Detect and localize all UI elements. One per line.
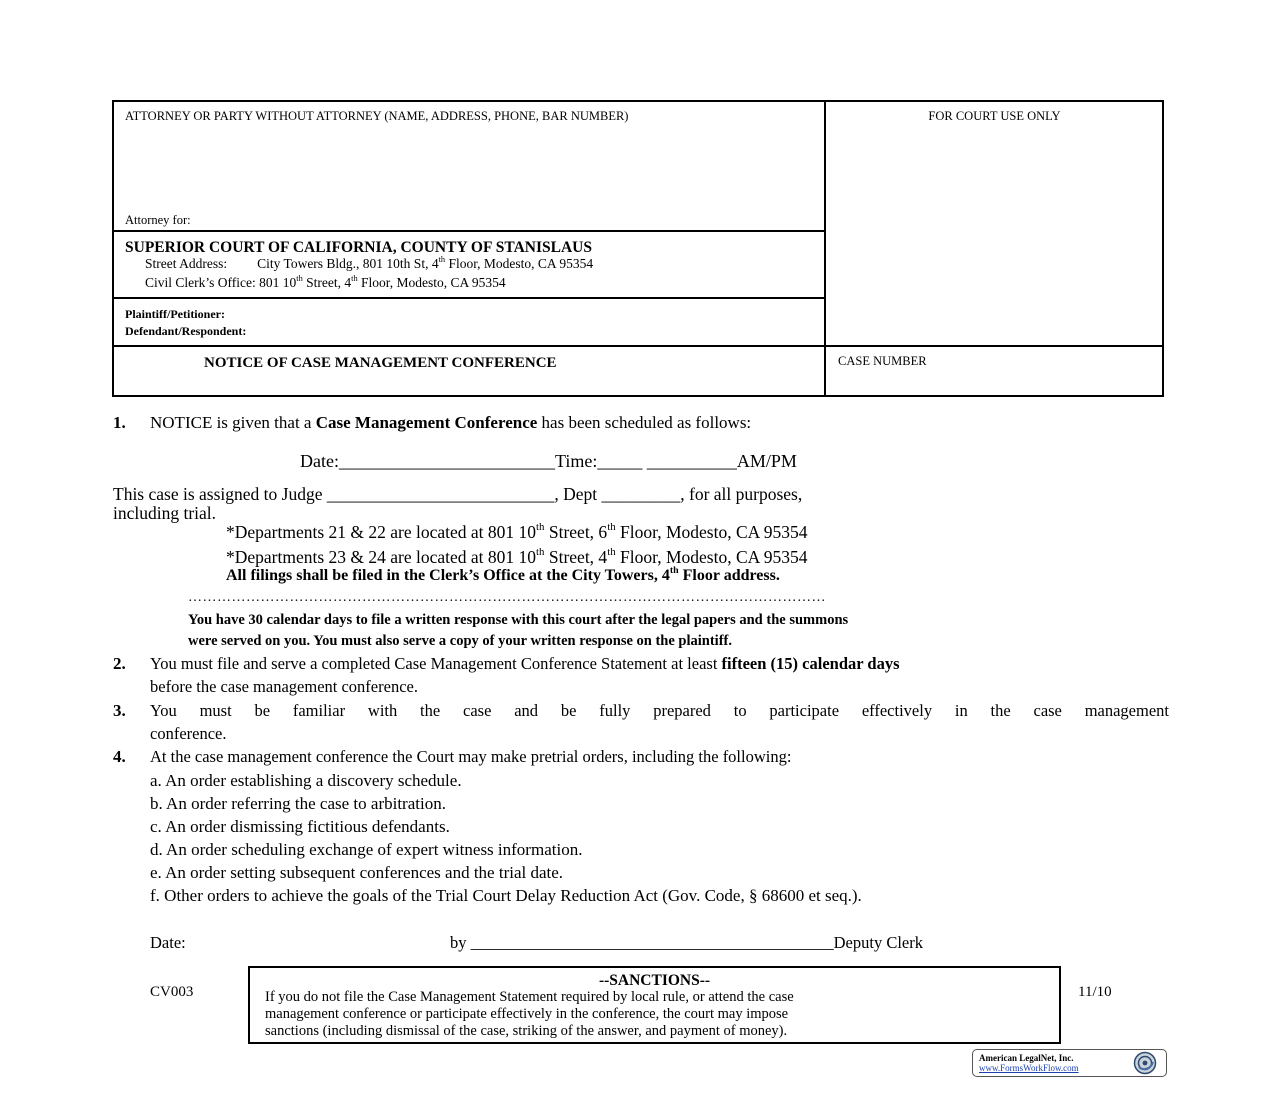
- dept-21-b: Street, 6: [544, 522, 608, 542]
- filings-b: Floor address.: [678, 567, 780, 584]
- logo-globe-icon: [1133, 1051, 1157, 1075]
- judge-line-2: including trial.: [113, 503, 217, 523]
- notice-title: NOTICE OF CASE MANAGEMENT CONFERENCE: [204, 355, 557, 371]
- caption-divider-3: [112, 345, 1164, 347]
- item-1-post: has been scheduled as follows:: [537, 413, 752, 432]
- dept-23-sup1: th: [536, 546, 545, 559]
- item-4-text: At the case management conference the Court may make pretrial orders, including the following:: [150, 747, 792, 766]
- item-1-number: 1.: [113, 413, 126, 432]
- clerk-office-a: 801 10: [255, 275, 297, 290]
- item-4c: c. An order dismissing fictitious defendants.: [150, 817, 450, 836]
- revision-date: 11/10: [1078, 984, 1112, 1000]
- court-use-label: FOR COURT USE ONLY: [928, 109, 1061, 123]
- response-notice-2: were served on you. You must also serve a copy of your written response on the plaintiff.: [188, 633, 732, 649]
- filings-sup: th: [669, 564, 679, 576]
- item-2-line-1: [150, 654, 900, 674]
- sanctions-box: [248, 966, 1061, 1044]
- sanctions-line-2: management conference or participate effectively in the conference, the court may impose: [265, 1006, 789, 1022]
- dept-21-sup2: th: [607, 521, 616, 534]
- logo-url[interactable]: www.FormsWorkFlow.com: [979, 1063, 1079, 1073]
- item-3-line-1: You must be familiar with the case and be fully prepared to participate effectively in the case management: [150, 701, 1169, 720]
- signature-date-label: Date:: [150, 933, 186, 952]
- item-1-bold: Case Management Conference: [315, 413, 538, 432]
- dept-23-sup2: th: [607, 546, 616, 559]
- dept-21-22: [226, 522, 807, 543]
- street-sup: th: [438, 254, 446, 264]
- item-2-bold: fifteen (15) calendar days: [721, 654, 900, 673]
- defendant-label: Defendant/Respondent:: [125, 324, 247, 338]
- item-4f: f. Other orders to achieve the goals of the Trial Court Delay Reduction Act (Gov. Code, § 68600 et seq.).: [150, 886, 862, 905]
- logo-company: American LegalNet, Inc.: [979, 1053, 1074, 1063]
- form-number: CV003: [150, 984, 194, 1000]
- court-name: SUPERIOR COURT OF CALIFORNIA, COUNTY OF STANISLAUS: [125, 239, 592, 256]
- item-1-pre: NOTICE is given that a: [150, 413, 316, 432]
- item-3-line-2: conference.: [150, 724, 227, 743]
- clerk-office-c: Floor, Modesto, CA 95354: [357, 275, 506, 290]
- item-3-number: 3.: [113, 701, 126, 720]
- clerk-sup-2: th: [351, 273, 358, 283]
- judge-line: This case is assigned to Judge __________________________, Dept _________, for all purposes,: [113, 484, 803, 504]
- street-address-value: City Towers Bldg., 801 10th St, 4: [257, 256, 439, 271]
- dept-23-a: *Departments 23 & 24 are located at 801 10: [226, 547, 537, 567]
- clerk-office-b: Street, 4: [302, 275, 352, 290]
- item-4d: d. An order scheduling exchange of expert witness information.: [150, 840, 583, 859]
- attorney-for-label: Attorney for:: [125, 213, 191, 227]
- dept-23-c: Floor, Modesto, CA 95354: [615, 547, 808, 567]
- dept-23-24: [226, 547, 807, 568]
- date-time-line: Date:________________________Time:_____ __________AM/PM: [300, 451, 797, 471]
- item-1-text: [150, 413, 751, 433]
- dept-21-sup1: th: [536, 521, 545, 534]
- sanctions-title: --SANCTIONS--: [598, 972, 711, 989]
- dept-23-b: Street, 4: [544, 547, 608, 567]
- street-address-label: Street Address:: [145, 256, 228, 271]
- signature-by-line: by ____________________________________________Deputy Clerk: [450, 933, 923, 952]
- dept-21-a: *Departments 21 & 22 are located at 801 10: [226, 522, 537, 542]
- sanctions-line-3: sanctions (including dismissal of the case, striking of the answer, and payment of money).: [265, 1023, 788, 1039]
- clerk-office: [145, 275, 506, 291]
- response-notice-1: You have 30 calendar days to file a written response with this court after the legal papers and the summons: [188, 612, 849, 628]
- sanctions-line-1: If you do not file the Case Management Statement required by local rule, or attend the case: [265, 989, 794, 1005]
- street-address: [145, 256, 593, 272]
- american-legalnet-logo[interactable]: [972, 1049, 1167, 1077]
- caption-vertical-divider: [824, 100, 826, 397]
- item-4b: b. An order referring the case to arbitration.: [150, 794, 446, 813]
- attorney-label: ATTORNEY OR PARTY WITHOUT ATTORNEY (NAME, ADDRESS, PHONE, BAR NUMBER): [125, 109, 629, 123]
- clerk-sup-1: th: [296, 273, 303, 283]
- case-number-label: CASE NUMBER: [838, 354, 927, 368]
- dotted-separator: ……………………………………………………………………………………………………………………: [188, 590, 826, 605]
- filings-line: [226, 564, 780, 585]
- item-4-number: 4.: [113, 747, 126, 766]
- dept-21-c: Floor, Modesto, CA 95354: [615, 522, 808, 542]
- item-2-line-2: before the case management conference.: [150, 677, 418, 696]
- caption-divider-1: [112, 230, 825, 232]
- item-2-pre: You must file and serve a completed Case Management Conference Statement at least: [150, 654, 722, 673]
- item-2-number: 2.: [113, 654, 126, 673]
- filings-a: All filings shall be filed in the Clerk’s Office at the City Towers, 4: [226, 567, 670, 584]
- item-4a: a. An order establishing a discovery schedule.: [150, 771, 462, 790]
- caption-divider-2: [112, 297, 825, 299]
- plaintiff-label: Plaintiff/Petitioner:: [125, 307, 225, 321]
- clerk-office-label: Civil Clerk’s Office:: [145, 275, 256, 290]
- item-4e: e. An order setting subsequent conferences and the trial date.: [150, 863, 564, 882]
- street-address-value-end: Floor, Modesto, CA 95354: [445, 256, 594, 271]
